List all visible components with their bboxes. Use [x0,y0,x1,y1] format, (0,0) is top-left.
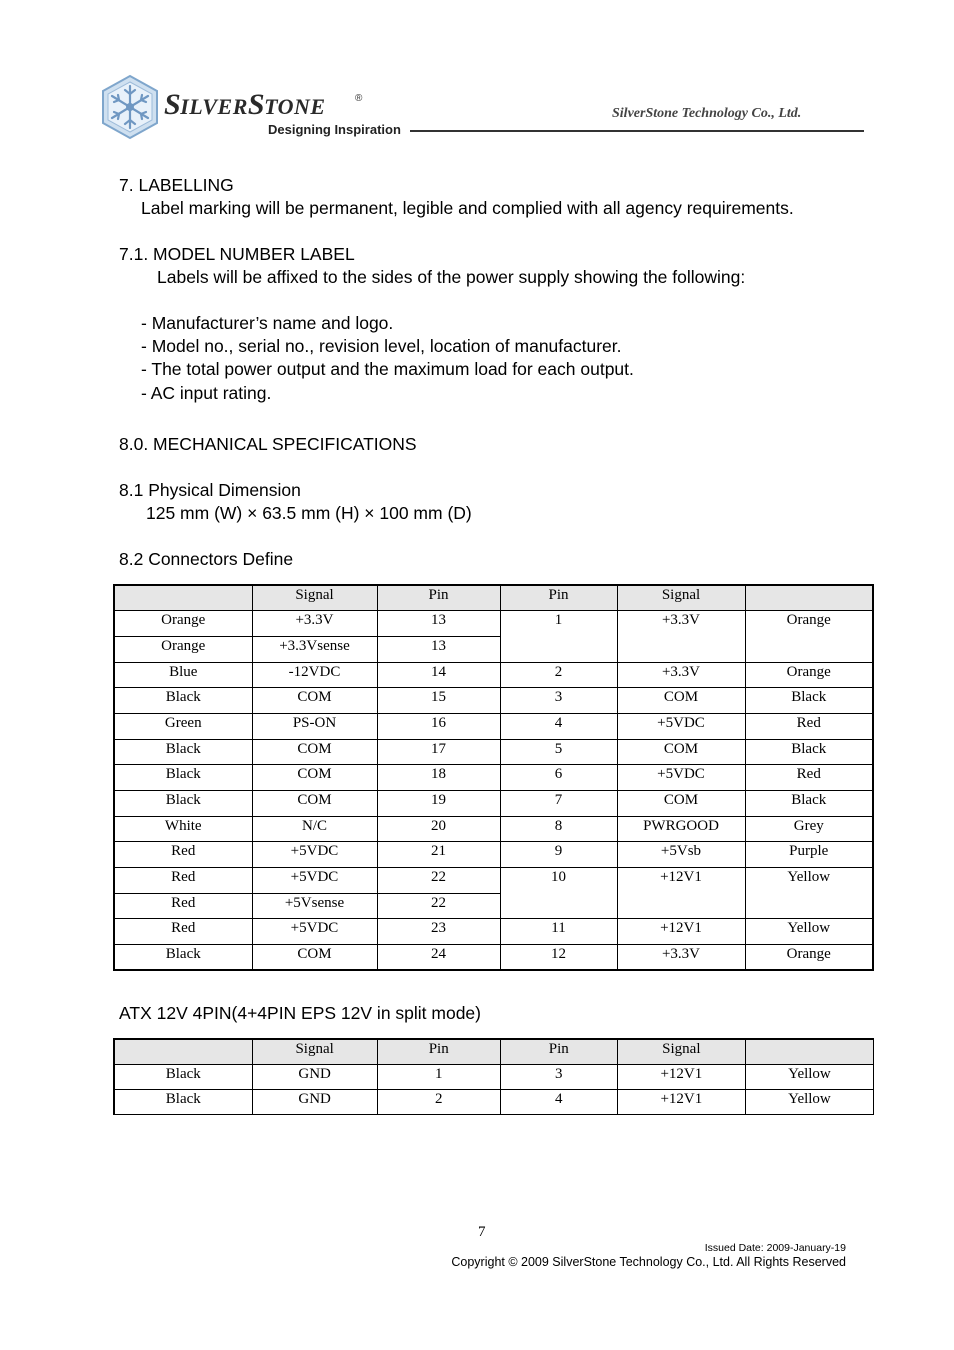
table-cell: +12V1 [617,868,745,919]
table-cell: Red [745,765,873,791]
bullet-item: - Manufacturer’s name and logo. [141,313,394,333]
header-cell: Signal [252,1039,377,1064]
table-cell: 2 [377,1089,500,1114]
table-cell: Yellow [745,1064,873,1089]
table-cell: 6 [500,765,617,791]
table-cell: Black [114,1064,252,1089]
table-cell: 19 [377,791,500,817]
table-cell: Purple [745,842,873,868]
table-cell: PS-ON [252,713,377,739]
section-labelling-title: 7. LABELLING [119,175,234,195]
table-cell: 22 [377,868,500,894]
table-row [114,765,873,791]
section-labelling-text: Label marking will be permanent, legible and complied with all agency requirements. [141,198,794,218]
table-row [114,842,873,868]
header-cell: Pin [500,585,617,611]
header-cell: Pin [500,1039,617,1064]
table-cell: 4 [500,1089,617,1114]
header-cell: Signal [617,585,745,611]
table-cell: GND [252,1064,377,1089]
table-cell: +5VDC [252,842,377,868]
section-phys-text: 125 mm (W) × 63.5 mm (H) × 100 mm (D) [146,503,472,523]
table-cell: Orange [114,611,252,637]
table-cell: Yellow [745,1089,873,1114]
table-cell: COM [617,688,745,714]
table-row [114,816,873,842]
table-cell: Orange [745,945,873,971]
table-cell: Red [114,868,252,894]
table-header-row [114,585,873,611]
table-cell: 24 [377,945,500,971]
section-phys-title: 8.1 Physical Dimension [119,480,301,500]
table-cell: Red [114,919,252,945]
table-cell: Black [114,791,252,817]
table-cell: +5VDC [617,765,745,791]
table-row [114,611,873,637]
table-cell: COM [252,791,377,817]
table-cell: Orange [114,636,252,662]
copyright-notice: Copyright © 2009 SilverStone Technology Co., Ltd. All Rights Reserved [451,1255,846,1269]
issued-date: Issued Date: 2009-January-19 [704,1242,846,1254]
table-cell: +3.3V [617,945,745,971]
atx-4pin-table [113,1038,874,1115]
table-row [114,919,873,945]
table-cell: 18 [377,765,500,791]
table-cell: Black [114,945,252,971]
table-cell: Black [114,1089,252,1114]
section-model-label-text: Labels will be affixed to the sides of the power supply showing the following: [157,267,746,287]
table-row [114,1089,874,1114]
table-cell: 20 [377,816,500,842]
table-row [114,739,873,765]
table-cell: +5Vsb [617,842,745,868]
table-cell: Grey [745,816,873,842]
table-row [114,791,873,817]
table-cell: +12V1 [617,1089,745,1114]
header-rule [410,130,864,132]
header-cell: Pin [377,1039,500,1064]
table-cell: 12 [500,945,617,971]
table-cell: Black [114,688,252,714]
table-cell: COM [252,739,377,765]
table-row [114,1064,874,1089]
header-cell [114,1039,252,1064]
main-connector-table [113,584,874,971]
table-cell: 2 [500,662,617,688]
table-cell: N/C [252,816,377,842]
table-cell: Black [745,688,873,714]
table-cell: 22 [377,893,500,919]
table-cell: Orange [745,662,873,688]
table-cell: Yellow [745,919,873,945]
table-header-row [114,1039,874,1064]
table-cell: Black [745,791,873,817]
section-mech-title: 8.0. MECHANICAL SPECIFICATIONS [119,434,417,454]
table-cell: Black [114,765,252,791]
brand-wordmark: SILVERSTONE [164,88,326,121]
table-cell: +12V1 [617,919,745,945]
table-cell: 1 [500,611,617,662]
table-cell: GND [252,1089,377,1114]
table-cell: Yellow [745,868,873,919]
table-cell: +3.3V [617,611,745,662]
table-cell: COM [617,739,745,765]
table-cell: Green [114,713,252,739]
table-cell: +3.3V [617,662,745,688]
section-conn-title: 8.2 Connectors Define [119,549,294,569]
bullet-item: - AC input rating. [141,383,272,403]
table-cell: Red [114,842,252,868]
table-cell: White [114,816,252,842]
table-cell: -12VDC [252,662,377,688]
table-cell: 9 [500,842,617,868]
table-cell: COM [617,791,745,817]
table-cell: 13 [377,636,500,662]
section-atx-title: ATX 12V 4PIN(4+4PIN EPS 12V in split mode) [119,1003,481,1023]
company-name: SilverStone Technology Co., Ltd. [612,106,802,121]
table-row [114,713,873,739]
silverstone-logo-snowflake-icon [100,74,160,140]
table-cell: Red [114,893,252,919]
table-cell: 7 [500,791,617,817]
table-cell: Blue [114,662,252,688]
table-cell: 14 [377,662,500,688]
table-cell: COM [252,945,377,971]
table-cell: PWRGOOD [617,816,745,842]
table-cell: +3.3Vsense [252,636,377,662]
table-cell: COM [252,688,377,714]
header-cell: Pin [377,585,500,611]
table-cell: 5 [500,739,617,765]
section-model-label-title: 7.1. MODEL NUMBER LABEL [119,244,355,264]
table-cell: +5VDC [617,713,745,739]
table-cell: 8 [500,816,617,842]
table-cell: 3 [500,688,617,714]
header-cell [114,585,252,611]
table-cell: 11 [500,919,617,945]
table-row [114,662,873,688]
table-cell: 10 [500,868,617,919]
table-cell: Black [114,739,252,765]
table-row [114,688,873,714]
table-cell: 16 [377,713,500,739]
table-cell: +3.3V [252,611,377,637]
table-cell: +5VDC [252,868,377,894]
table-cell: Black [745,739,873,765]
table-row [114,868,873,894]
table-cell: +5Vsense [252,893,377,919]
table-cell: COM [252,765,377,791]
table-cell: 23 [377,919,500,945]
table-cell: 3 [500,1064,617,1089]
header-cell: Signal [617,1039,745,1064]
table-cell: +5VDC [252,919,377,945]
registered-mark: ® [355,93,363,104]
page-number: 7 [478,1224,486,1240]
table-cell: 15 [377,688,500,714]
table-cell: +12V1 [617,1064,745,1089]
table-cell: 1 [377,1064,500,1089]
table-row [114,945,873,971]
brand-tagline: Designing Inspiration [268,122,401,137]
table-cell: 13 [377,611,500,637]
header-cell [745,585,873,611]
bullet-item: - Model no., serial no., revision level, location of manufacturer. [141,336,622,356]
table-cell: Orange [745,611,873,662]
header-cell [745,1039,873,1064]
table-cell: Red [745,713,873,739]
table-cell: 4 [500,713,617,739]
table-cell: 17 [377,739,500,765]
header-cell: Signal [252,585,377,611]
bullet-item: - The total power output and the maximum load for each output. [141,359,634,379]
table-cell: 21 [377,842,500,868]
